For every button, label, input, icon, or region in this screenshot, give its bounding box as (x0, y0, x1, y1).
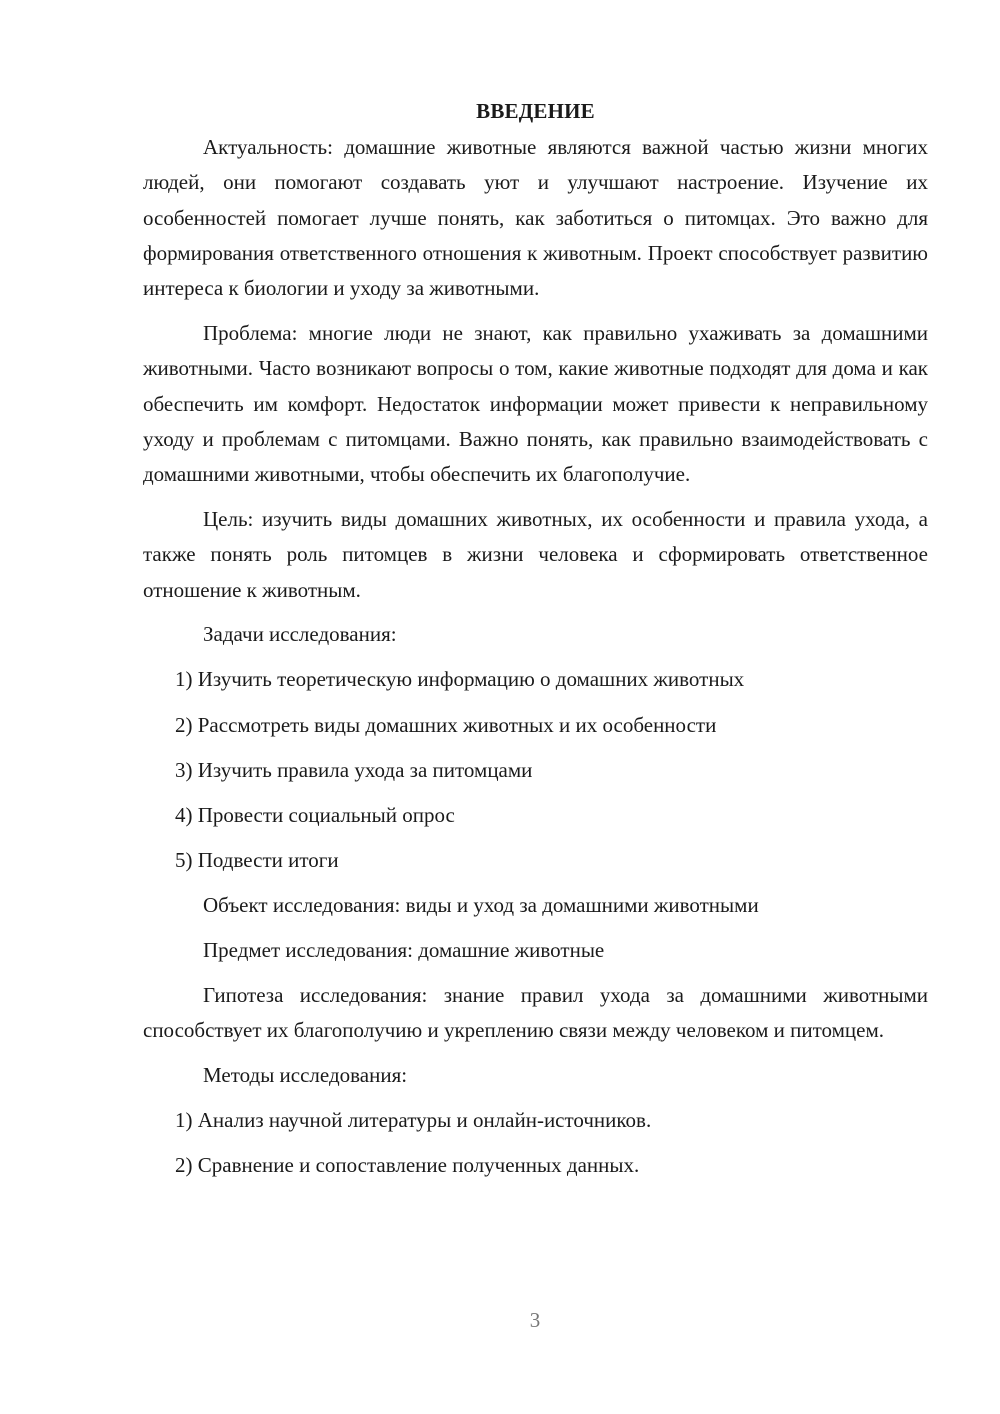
task-item: 2) Рассмотреть виды домашних животных и их особенности (175, 712, 717, 737)
tasks-list (143, 662, 928, 878)
method-item: 2) Сравнение и сопоставление полученных данных. (175, 1153, 640, 1178)
methods-heading: Методы исследования: (203, 1063, 408, 1088)
problem-paragraph: Проблема: многие люди не знают, как правильно ухаживать за домашними животными. Часто возникают вопросы о том, какие животные подходят для дома и как обеспечить им комфорт. Недостаток информации может привести к неправильному уходу и проблемам с питомцами. Важно понять, как правильно взаимодействовать с домашними животными, чтобы обеспечить их благополучие. (143, 320, 928, 487)
section-title: ВВЕДЕНИЕ (476, 99, 595, 123)
methods-list (143, 1103, 928, 1183)
tasks-heading: Задачи исследования: (203, 622, 397, 647)
hypothesis-paragraph: Гипотеза исследования: знание правил ухода за домашними животными способствует их благополучию и укреплению связи между человеком и питомцем. (143, 983, 928, 1043)
task-item: 4) Провести социальный опрос (175, 802, 455, 827)
relevance-paragraph: Актуальность: домашние животные являются важной частью жизни многих людей, они помогают создавать уют и улучшают настроение. Изучение их особенностей помогает лучше понять, как заботиться о питомцах. Это важно для формирования ответственного отношения к животным. Проект способствует развитию интереса к биологии и уходу за животными. (143, 135, 928, 301)
research-subject: Предмет исследования: домашние животные (203, 938, 605, 963)
task-item: 3) Изучить правила ухода за питомцами (175, 757, 533, 782)
goal-paragraph: Цель: изучить виды домашних животных, их особенности и правила ухода, а также понять роль питомцев в жизни человека и сформировать ответственное отношение к животным. (143, 506, 928, 602)
page-number: 3 (529, 1308, 541, 1332)
task-item: 5) Подвести итоги (175, 847, 339, 872)
document-page (143, 92, 928, 1193)
method-item: 1) Анализ научной литературы и онлайн-источников. (175, 1108, 652, 1133)
research-object: Объект исследования: виды и уход за домашними животными (203, 892, 759, 917)
task-item: 1) Изучить теоретическую информацию о домашних животных (175, 667, 745, 692)
